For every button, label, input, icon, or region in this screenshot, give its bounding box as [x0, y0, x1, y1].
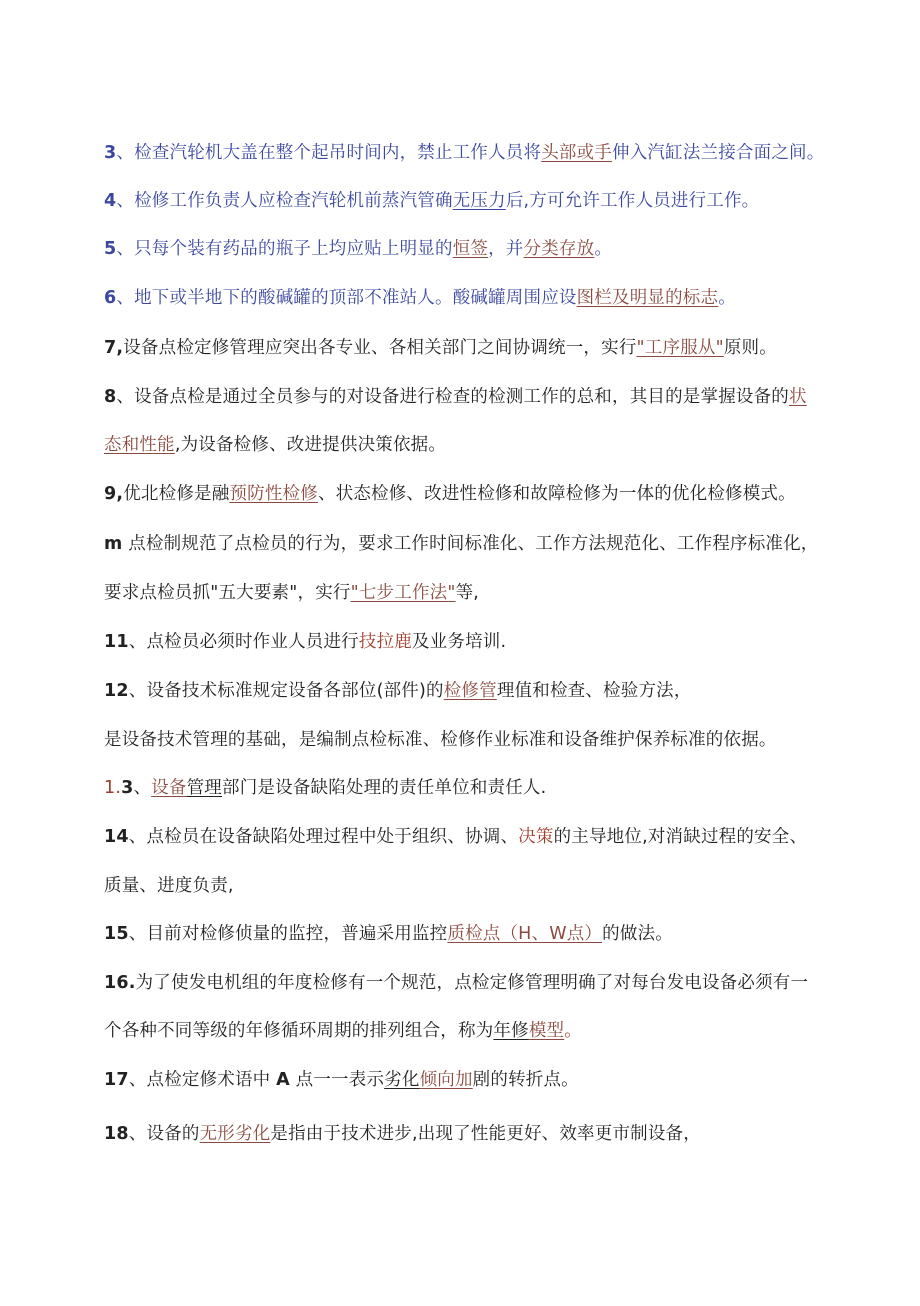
item-text: 、检查汽轮机大盖在整个起吊时间内，禁止工作人员将 [116, 143, 542, 163]
item-number: 3 [121, 778, 134, 798]
item-text: 是设备技术管理的基础，是编制点检标准、检修作业标准和设备维护保养标准的依据。 [104, 730, 777, 750]
item-text: 是指由于技术进步,出现了性能更好、效率更市制设备， [270, 1124, 701, 1144]
item-number: 6 [104, 288, 117, 308]
item-text: 、目前对检修侦量的监控，普遍采用监控 [128, 924, 448, 944]
item-text: 、检修工作负责人应检查汽轮机前蒸汽管确 [116, 191, 453, 211]
item-text: 、点检员必须时作业人员进行 [128, 632, 359, 652]
answer-blank: 态和性能 [104, 435, 175, 455]
answer-blank: 检修管 [443, 681, 497, 701]
answer-blank: 决策 [518, 827, 554, 847]
item-number: 8 [104, 387, 117, 407]
answer-blank: 质检点（H、W点） [447, 924, 603, 944]
item-text: 、只每个装有药品的瓶子上均应贴上明显的 [116, 239, 453, 259]
answer-blank: 头部或手 [541, 143, 613, 163]
item-text: 。 [564, 1021, 582, 1041]
answer-blank: 模型 [528, 1021, 565, 1041]
item-13 [104, 776, 546, 800]
item-number: 7, [104, 338, 124, 358]
item-12-continued [104, 728, 777, 752]
item-11 [104, 630, 506, 654]
item-text: ，并 [488, 239, 524, 259]
item-17 [104, 1068, 579, 1092]
item-number: 3 [104, 143, 117, 163]
item-12 [104, 679, 692, 703]
item-8 [104, 385, 807, 409]
item-8-continued [104, 433, 446, 457]
item-text: 的做法。 [602, 924, 673, 944]
answer-blank: "七步工作法" [350, 583, 456, 603]
item-text: 、点检定修术语中 [128, 1070, 277, 1090]
item-text: 要求点检员抓"五大要素"，实行 [104, 583, 351, 603]
item-16 [104, 971, 808, 995]
item-15 [104, 922, 673, 946]
item-10-continued [104, 581, 479, 605]
item-text: 为了使发电机组的年度检修有一个规范，点检定修管理明确了对每台发电设备必须有一 [135, 973, 809, 993]
item-9 [104, 482, 796, 506]
item-14-continued [104, 874, 234, 898]
item-text: 、设备技术标准规定设备各部位(部件)的 [128, 681, 444, 701]
answer-blank: 无形劣化 [199, 1124, 271, 1144]
answer-blank: 劣化 [384, 1070, 420, 1090]
item-text: 设备点检定修管理应突出各专业、各相关部门之间协调统一，实行 [123, 338, 637, 358]
item-text: 的主导地位,对消缺过程的安全、 [553, 827, 808, 847]
item-number: 14 [104, 827, 129, 847]
item-number: 4 [104, 191, 117, 211]
answer-blank: 无压力 [452, 191, 506, 211]
answer-blank: 设备 [151, 778, 187, 798]
item-text: A [276, 1070, 290, 1090]
item-number: m [104, 534, 123, 554]
item-number: 15 [104, 924, 129, 944]
answer-blank: 年修 [493, 1021, 529, 1041]
item-16-continued [104, 1019, 582, 1043]
item-number: 9, [104, 484, 124, 504]
item-text: 。 [718, 288, 736, 308]
item-text: 及业务培训. [411, 632, 507, 652]
item-number: 12 [104, 681, 129, 701]
item-text: 、地下或半地下的酸碱罐的顶部不准站人。酸碱罐周围应设 [116, 288, 577, 308]
item-number-prefix: 1. [104, 778, 122, 798]
item-text: 、状态检修、改进性检修和故障检修为一体的优化检修模式。 [317, 484, 796, 504]
item-text: 、设备点检是通过全员参与的对设备进行检查的检测工作的总和，其目的是掌握设备的 [116, 387, 789, 407]
item-number: 5 [104, 239, 117, 259]
item-text: 。 [594, 239, 613, 259]
answer-blank: 倾向加 [419, 1070, 473, 1090]
answer-blank: 状 [789, 387, 807, 407]
item-text: 、点检员在设备缺陷处理过程中处于组织、协调、 [128, 827, 519, 847]
item-text: 后,方可允许工作人员进行工作。 [505, 191, 760, 211]
item-text: 部门是设备缺陷处理的责任单位和责任人. [222, 778, 547, 798]
item-text: ,为设备检修、改进提供决策依据。 [174, 435, 447, 455]
item-text: 优北检修是融 [123, 484, 230, 504]
item-number: 16. [104, 973, 136, 993]
item-text: 个各种不同等级的年修循环周期的排列组合，称为 [104, 1021, 494, 1041]
item-text: 等, [455, 583, 480, 603]
item-text: 理值和检查、检验方法， [496, 681, 692, 701]
answer-blank: 管理 [186, 778, 223, 798]
answer-blank: 分类存放 [523, 239, 595, 259]
item-3 [104, 141, 824, 165]
answer-blank: "工序服从" [636, 338, 724, 358]
item-text: 剧的转折点。 [472, 1070, 579, 1090]
item-6 [104, 286, 736, 310]
answer-blank: 预防性检修 [229, 484, 318, 504]
item-text: 、设备的 [128, 1124, 200, 1144]
item-number: 11 [104, 632, 129, 652]
item-text: 点一一表示 [289, 1070, 385, 1090]
item-4 [104, 189, 759, 213]
item-text: 原则。 [723, 338, 777, 358]
answer-blank: 技拉鹿 [358, 632, 412, 652]
item-14 [104, 825, 807, 849]
item-text: 、 [133, 778, 152, 798]
item-number: 17 [104, 1070, 129, 1090]
item-text: 质量、进度负责, [104, 876, 234, 896]
answer-blank: 恒签 [452, 239, 489, 259]
item-text: 伸入汽缸法兰接合面之间。 [612, 143, 825, 163]
item-7 [104, 336, 777, 360]
item-5 [104, 237, 612, 261]
item-text: 点检制规范了点检员的行为，要求工作时间标准化、工作方法规范化、工作程序标准化， [122, 534, 819, 554]
answer-blank: 图栏及明显的标志 [576, 288, 719, 308]
item-18 [104, 1122, 701, 1146]
item-number: 18 [104, 1124, 129, 1144]
item-10 [104, 532, 819, 556]
